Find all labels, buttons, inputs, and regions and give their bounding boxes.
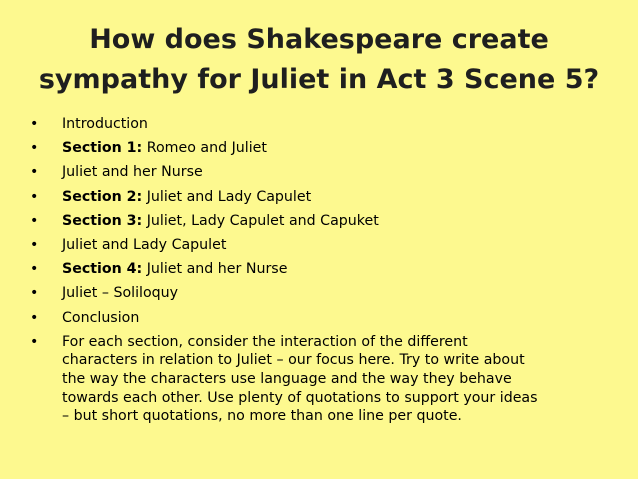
note-line: characters in relation to Juliet – our focus here. Try to write about [62,352,525,369]
bullet-dot-icon: • [30,188,39,205]
list-item [30,112,612,136]
note-line: – but short quotations, no more than one line per quote. [62,408,462,425]
list-item [30,160,612,184]
list-item [30,306,612,330]
bullet-dot-icon: • [30,285,39,302]
note-line: For each section, consider the interaction of the different [62,333,468,350]
list-item-text: Introduction [62,116,148,132]
list-item-text: Conclusion [62,309,140,326]
slide-title-line-1: How does Shakespeare create [89,24,549,55]
slide-title [20,20,618,100]
note-line: towards each other. Use plenty of quotations to support your ideas [62,389,538,406]
list-item-text: Juliet and her Nurse [142,261,288,278]
bullet-dot-icon: • [30,333,39,350]
list-item-bold: Section 3: [62,212,143,229]
list-item-bold: Section 2: [62,188,143,205]
list-item-text: Juliet, Lady Capulet and Capuket [142,212,379,229]
list-item [30,136,612,160]
list-item-text: Juliet and Lady Capulet [142,188,312,205]
list-item-text: Juliet and Lady Capulet [62,237,227,254]
bullet-dot-icon: • [30,237,39,254]
list-item [30,281,612,305]
bullet-dot-icon: • [30,164,39,181]
list-item-text: Juliet – Soliloquy [62,285,179,302]
bullet-dot-icon: • [30,140,39,157]
list-item-bold: Section 4: [62,261,143,278]
bullet-dot-icon: • [30,261,39,278]
list-item-bold: Section 1: [62,140,143,157]
list-item [30,185,612,209]
list-item [30,209,612,233]
bullet-dot-icon: • [30,309,39,326]
list-item [30,233,612,257]
bullet-dot-icon: • [30,116,39,132]
bullet-dot-icon: • [30,212,39,229]
list-item [30,257,612,281]
list-item-note [30,330,612,426]
bullet-list [30,112,612,426]
note-line: the way the characters use language and the way they behave [62,371,512,388]
list-item-text: Juliet and her Nurse [62,164,203,181]
list-item-text: Romeo and Juliet [142,140,267,157]
slide-title-line-2: sympathy for Juliet in Act 3 Scene 5? [38,64,600,95]
note-paragraph [62,333,612,426]
